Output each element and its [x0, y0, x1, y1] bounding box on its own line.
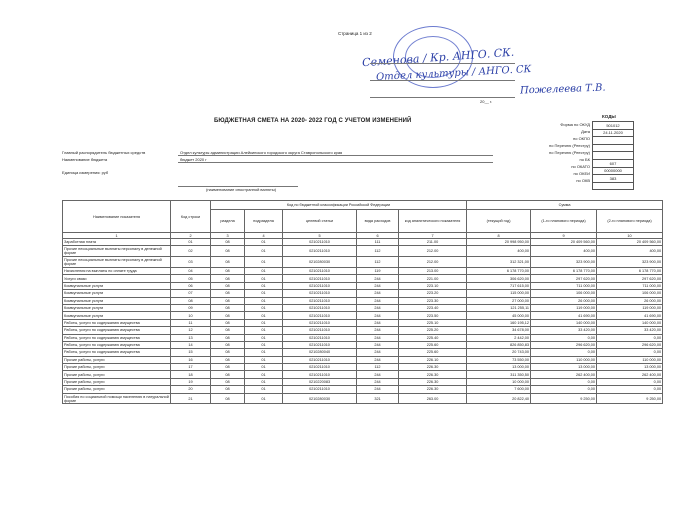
row-code: 04 — [171, 267, 211, 274]
row-name: Прочие несоциальные выплаты персоналу в денежной форме — [63, 246, 171, 257]
row-subsection: 01 — [245, 327, 283, 334]
row-expense-type: 244 — [357, 304, 399, 311]
row-plan-1: 296 620,00 — [531, 341, 597, 348]
code-value — [593, 137, 634, 145]
row-current-year: 20 743,00 — [467, 349, 531, 356]
row-plan-2: 711 000,00 — [597, 282, 663, 289]
row-section: 08 — [211, 341, 245, 348]
row-target: 0210211010 — [283, 371, 357, 378]
row-code: 03 — [171, 257, 211, 268]
row-code: 11 — [171, 319, 211, 326]
row-subsection: 01 — [245, 267, 283, 274]
row-name: Работы, услуги по содержанию имущества — [63, 334, 171, 341]
row-subsection: 01 — [245, 319, 283, 326]
table-row — [63, 356, 663, 363]
row-plan-2: 262 400,00 — [597, 371, 663, 378]
row-target: 0210211010 — [283, 312, 357, 319]
row-plan-1: 0,00 — [531, 386, 597, 393]
row-code: 17 — [171, 364, 211, 371]
code-label: по Перечню (Реестру) — [549, 143, 590, 148]
col-number: 7 — [399, 233, 467, 239]
row-expense-type: 112 — [357, 257, 399, 268]
row-subsection: 01 — [245, 386, 283, 393]
row-code: 15 — [171, 349, 211, 356]
row-analytic: 225.20 — [399, 327, 467, 334]
row-plan-1: 33 420,00 — [531, 327, 597, 334]
row-subsection: 01 — [245, 371, 283, 378]
row-plan-1: 0,00 — [531, 378, 597, 385]
year-mark: 20__ г. — [480, 99, 493, 104]
row-section: 08 — [211, 257, 245, 268]
row-current-year: 115 000,00 — [467, 290, 531, 297]
label-main-manager: Главный распорядитель бюджетных средств — [62, 150, 146, 155]
row-analytic: 212.00 — [399, 257, 467, 268]
row-analytic: 226.30 — [399, 386, 467, 393]
code-value: 00000000 — [593, 167, 634, 175]
row-plan-1: 9 250,00 — [531, 393, 597, 404]
row-section: 08 — [211, 275, 245, 282]
row-section: 08 — [211, 393, 245, 404]
row-target: 0210280040 — [283, 349, 357, 356]
row-target: 0210211010 — [283, 364, 357, 371]
table-row — [63, 304, 663, 311]
row-subsection: 01 — [245, 341, 283, 348]
row-plan-1: 400,00 — [531, 246, 597, 257]
row-current-year: 73 550,00 — [467, 356, 531, 363]
table-row — [63, 267, 663, 274]
row-plan-2: 13 000,00 — [597, 364, 663, 371]
row-subsection: 01 — [245, 304, 283, 311]
row-current-year: 27 000,00 — [467, 297, 531, 304]
row-current-year: 10 000,00 — [467, 378, 531, 385]
row-expense-type: 244 — [357, 371, 399, 378]
code-value — [593, 152, 634, 160]
row-target: 0210211010 — [283, 356, 357, 363]
row-expense-type: 244 — [357, 319, 399, 326]
row-plan-2: 20 409 560,00 — [597, 239, 663, 246]
row-subsection: 01 — [245, 275, 283, 282]
row-subsection: 01 — [245, 246, 283, 257]
row-current-year: 121 255,11 — [467, 304, 531, 311]
row-plan-1: 711 000,00 — [531, 282, 597, 289]
row-plan-1: 13 000,00 — [531, 364, 597, 371]
code-value — [593, 144, 634, 152]
row-target: 0210211010 — [283, 275, 357, 282]
row-analytic: 225.60 — [399, 349, 467, 356]
row-analytic: 213.00 — [399, 267, 467, 274]
row-subsection: 01 — [245, 239, 283, 246]
table-row — [63, 239, 663, 246]
row-section: 08 — [211, 327, 245, 334]
table-row — [63, 319, 663, 326]
row-section: 08 — [211, 239, 245, 246]
row-plan-1: 6 178 770,00 — [531, 267, 597, 274]
table-row — [63, 341, 663, 348]
row-name: Работы, услуги по содержанию имущества — [63, 341, 171, 348]
row-plan-2: 119 000,00 — [597, 304, 663, 311]
row-section: 08 — [211, 334, 245, 341]
sign-line-3 — [370, 97, 515, 98]
row-current-year: 2 442,00 — [467, 334, 531, 341]
row-code: 10 — [171, 312, 211, 319]
budget-table — [62, 200, 663, 404]
col-number: 3 — [211, 233, 245, 239]
row-plan-1: 110 000,00 — [531, 356, 597, 363]
row-code: 13 — [171, 334, 211, 341]
row-analytic: 226.30 — [399, 371, 467, 378]
signature-3: Пожелеева Т.В. — [519, 82, 606, 97]
row-code: 09 — [171, 304, 211, 311]
row-current-year: 160 195,12 — [467, 319, 531, 326]
code-label: по ОКПО — [573, 136, 590, 141]
col-number: 1 — [63, 233, 171, 239]
header-expense-type: вида расходов — [357, 210, 399, 233]
code-label: Форма по ОКУД — [560, 122, 590, 127]
row-plan-2: 0,00 — [597, 349, 663, 356]
header-name: Наименование показателя — [63, 201, 171, 233]
row-expense-type: 244 — [357, 341, 399, 348]
row-plan-2: 26 000,00 — [597, 297, 663, 304]
code-label: Дата — [581, 129, 590, 134]
row-subsection: 01 — [245, 282, 283, 289]
row-plan-1: 26 000,00 — [531, 297, 597, 304]
row-analytic: 263.00 — [399, 393, 467, 404]
row-name: Прочие работы, услуги — [63, 364, 171, 371]
row-code: 02 — [171, 246, 211, 257]
row-plan-1: 0,00 — [531, 349, 597, 356]
currency-note: (наименование иностранной валюты) — [206, 187, 277, 192]
row-expense-type: 244 — [357, 349, 399, 356]
header-section: раздела — [211, 210, 245, 233]
code-label: по Перечню (Реестру) — [549, 150, 590, 155]
row-analytic: 225.40 — [399, 334, 467, 341]
col-number: 2 — [171, 233, 211, 239]
row-plan-2: 6 178 770,00 — [597, 267, 663, 274]
table-row — [63, 371, 663, 378]
label-budget-name: Наименование бюджета — [62, 157, 108, 162]
row-expense-type: 244 — [357, 386, 399, 393]
row-name: Прочие работы, услуги — [63, 371, 171, 378]
row-section: 08 — [211, 371, 245, 378]
row-subsection: 01 — [245, 334, 283, 341]
row-name: Прочие работы, услуги — [63, 356, 171, 363]
header-plan-2: (2-го планового периода) — [597, 210, 663, 233]
row-current-year: 312 321,00 — [467, 257, 531, 268]
row-plan-2: 0,00 — [597, 334, 663, 341]
row-plan-2: 9 250,00 — [597, 393, 663, 404]
row-plan-2: 296 620,00 — [597, 341, 663, 348]
row-expense-type: 244 — [357, 378, 399, 385]
row-analytic: 212.00 — [399, 246, 467, 257]
row-analytic: 223.50 — [399, 312, 467, 319]
row-plan-2: 0,00 — [597, 386, 663, 393]
row-expense-type: 244 — [357, 290, 399, 297]
row-expense-type: 112 — [357, 246, 399, 257]
row-name: Прочие работы, услуги — [63, 386, 171, 393]
signature-2: Отдел культуры / АНГО. СК — [375, 63, 532, 84]
row-name: Работы, услуги по содержанию имущества — [63, 349, 171, 356]
row-target: 0210211010 — [283, 267, 357, 274]
row-current-year: 6 178 770,00 — [467, 267, 531, 274]
row-plan-2: 106 000,00 — [597, 290, 663, 297]
row-analytic: 223.30 — [399, 297, 467, 304]
row-section: 08 — [211, 319, 245, 326]
row-section: 08 — [211, 312, 245, 319]
col-number: 6 — [357, 233, 399, 239]
table-row — [63, 297, 663, 304]
row-plan-1: 262 400,00 — [531, 371, 597, 378]
row-expense-type: 244 — [357, 356, 399, 363]
row-target: 0210211010 — [283, 304, 357, 311]
table-row — [63, 282, 663, 289]
row-expense-type: 244 — [357, 282, 399, 289]
row-section: 08 — [211, 267, 245, 274]
row-section: 08 — [211, 356, 245, 363]
row-name: Коммунальные услуги — [63, 290, 171, 297]
col-number: 8 — [467, 233, 531, 239]
row-current-year: 717 615,00 — [467, 282, 531, 289]
row-plan-1: 0,00 — [531, 334, 597, 341]
row-expense-type: 112 — [357, 364, 399, 371]
row-current-year: 20 822,40 — [467, 393, 531, 404]
code-value: 383 — [593, 175, 634, 183]
row-current-year: 400,00 — [467, 246, 531, 257]
row-target: 0210211010 — [283, 290, 357, 297]
row-name: Услуги связи — [63, 275, 171, 282]
header-sum: Сумма — [467, 201, 663, 210]
sign-line-2 — [370, 80, 515, 81]
row-analytic: 223.40 — [399, 304, 467, 311]
code-label: по БК — [579, 157, 590, 162]
row-current-year: 45 000,00 — [467, 312, 531, 319]
row-code: 08 — [171, 297, 211, 304]
code-value: 24.11.2020 — [593, 129, 634, 137]
row-plan-1: 41 690,00 — [531, 312, 597, 319]
row-current-year: 7 600,00 — [467, 386, 531, 393]
row-analytic: 211.00 — [399, 239, 467, 246]
row-target: 0210211010 — [283, 239, 357, 246]
row-analytic: 226.30 — [399, 364, 467, 371]
row-analytic: 226.10 — [399, 356, 467, 363]
row-plan-2: 297 620,00 — [597, 275, 663, 282]
code-label: по ОКАТО — [571, 164, 590, 169]
code-label: по ОКЕИ — [573, 171, 590, 176]
row-current-year: 20 998 950,00 — [467, 239, 531, 246]
row-section: 08 — [211, 290, 245, 297]
row-analytic: 223.20 — [399, 290, 467, 297]
row-name: Коммунальные услуги — [63, 297, 171, 304]
label-unit: Единица измерения: руб — [62, 170, 109, 175]
col-number: 10 — [597, 233, 663, 239]
table-row — [63, 246, 663, 257]
signature-1: Семенова / Кр. АНГО. СК. — [361, 45, 515, 70]
table-row — [63, 364, 663, 371]
row-name: Работы, услуги по содержанию имущества — [63, 319, 171, 326]
header-classification: Код по бюджетной классификации Российской Федерации — [211, 201, 467, 210]
row-section: 08 — [211, 297, 245, 304]
row-subsection: 01 — [245, 356, 283, 363]
row-target: 0210211010 — [283, 246, 357, 257]
row-plan-1: 119 000,00 — [531, 304, 597, 311]
row-target: 0210211010 — [283, 282, 357, 289]
row-name: Пособия по социальной помощи населению в натуральной форме — [64, 394, 169, 403]
codes-header: КОДЫ — [602, 114, 616, 119]
row-section: 08 — [211, 246, 245, 257]
row-plan-1: 106 000,00 — [531, 290, 597, 297]
row-target: 0210220083 — [283, 378, 357, 385]
row-plan-1: 297 620,00 — [531, 275, 597, 282]
table-row — [63, 393, 663, 404]
row-code: 05 — [171, 275, 211, 282]
table-row — [63, 349, 663, 356]
col-number: 5 — [283, 233, 357, 239]
row-section: 08 — [211, 282, 245, 289]
row-plan-2: 140 000,00 — [597, 319, 663, 326]
row-code: 06 — [171, 282, 211, 289]
row-expense-type: 244 — [357, 275, 399, 282]
page-counter: Страница 1 из 2 — [338, 31, 372, 36]
org-line — [178, 155, 493, 156]
budget-name: бюджет 2020 г — [180, 157, 207, 162]
row-subsection: 01 — [245, 378, 283, 385]
row-section: 08 — [211, 349, 245, 356]
row-subsection: 01 — [245, 297, 283, 304]
row-section: 08 — [211, 364, 245, 371]
codes-table — [592, 121, 634, 190]
row-current-year: 13 000,00 — [467, 364, 531, 371]
row-analytic: 225.60 — [399, 341, 467, 348]
row-name: Заработная плата — [63, 239, 171, 246]
header-current-year: (текущий год) — [467, 210, 531, 233]
row-name: Коммунальные услуги — [63, 282, 171, 289]
row-code: 07 — [171, 290, 211, 297]
row-plan-1: 323 900,00 — [531, 257, 597, 268]
row-expense-type: 244 — [357, 327, 399, 334]
row-name: Прочие работы, услуги — [63, 378, 171, 385]
row-name: Коммунальные услуги — [63, 304, 171, 311]
row-current-year: 34 678,00 — [467, 327, 531, 334]
row-target: 0210211010 — [283, 319, 357, 326]
code-value — [593, 182, 634, 190]
row-subsection: 01 — [245, 349, 283, 356]
row-expense-type: 244 — [357, 334, 399, 341]
row-target: 0210280030 — [283, 393, 357, 404]
row-code: 16 — [171, 356, 211, 363]
row-plan-2: 400,00 — [597, 246, 663, 257]
row-subsection: 01 — [245, 393, 283, 404]
row-section: 08 — [211, 304, 245, 311]
row-target: 0210211010 — [283, 341, 357, 348]
row-current-year: 311 350,50 — [467, 371, 531, 378]
table-row — [63, 257, 663, 268]
row-current-year: 306 620,00 — [467, 275, 531, 282]
row-name: Начисления на выплаты по оплате труда — [63, 267, 171, 274]
row-section: 08 — [211, 386, 245, 393]
row-expense-type: 119 — [357, 267, 399, 274]
code-label: по ОКВ — [576, 178, 590, 183]
row-plan-1: 140 000,00 — [531, 319, 597, 326]
row-section: 08 — [211, 378, 245, 385]
row-target: 0210211010 — [283, 297, 357, 304]
header-target: целевой статьи — [283, 210, 357, 233]
table-row — [63, 327, 663, 334]
code-value: 607 — [593, 159, 634, 167]
row-target: 0210211010 — [283, 327, 357, 334]
row-target: 0210211010 — [283, 334, 357, 341]
header-plan-1: (1-го планового периода) — [531, 210, 597, 233]
row-plan-1: 20 409 560,00 — [531, 239, 597, 246]
header-analytic: код аналитического показателя — [399, 210, 467, 233]
row-plan-2: 33 420,00 — [597, 327, 663, 334]
row-subsection: 01 — [245, 257, 283, 268]
row-name: Прочие несоциальные выплаты персоналу в денежной форме — [63, 257, 171, 268]
sign-line-1 — [370, 63, 515, 64]
row-analytic: 223.10 — [399, 282, 467, 289]
row-analytic: 226.30 — [399, 378, 467, 385]
row-subsection: 01 — [245, 312, 283, 319]
document-title: БЮДЖЕТНАЯ СМЕТА НА 2020- 2022 ГОД С УЧЕТОМ ИЗМЕНЕНИЙ — [214, 118, 412, 124]
row-plan-2: 323 900,00 — [597, 257, 663, 268]
header-code: Код строки — [171, 201, 211, 233]
row-expense-type: 244 — [357, 297, 399, 304]
table-row — [63, 275, 663, 282]
row-expense-type: 244 — [357, 312, 399, 319]
row-code: 14 — [171, 341, 211, 348]
row-current-year: 826 850,83 — [467, 341, 531, 348]
table-row — [63, 334, 663, 341]
row-code: 20 — [171, 386, 211, 393]
row-plan-2: 0,00 — [597, 378, 663, 385]
table-row — [63, 378, 663, 385]
row-expense-type: 321 — [357, 393, 399, 404]
row-name: Коммунальные услуги — [63, 312, 171, 319]
table-row — [63, 290, 663, 297]
org-name: Отдел культуры администрации Алейкинского городского округа Ставропольского края — [180, 150, 343, 155]
row-name: Работы, услуги по содержанию имущества — [63, 327, 171, 334]
row-code: 12 — [171, 327, 211, 334]
row-code: 19 — [171, 378, 211, 385]
row-target: 0210280030 — [283, 257, 357, 268]
row-plan-2: 41 690,00 — [597, 312, 663, 319]
row-subsection: 01 — [245, 290, 283, 297]
budget-line — [178, 162, 493, 163]
row-subsection: 01 — [245, 364, 283, 371]
col-number: 9 — [531, 233, 597, 239]
row-analytic: 225.10 — [399, 319, 467, 326]
table-row — [63, 386, 663, 393]
row-analytic: 221.00 — [399, 275, 467, 282]
row-plan-2: 110 000,00 — [597, 356, 663, 363]
header-subsection: подраздела — [245, 210, 283, 233]
code-value: 501012 — [593, 122, 634, 130]
row-code: 01 — [171, 239, 211, 246]
table-row — [63, 312, 663, 319]
row-code: 18 — [171, 371, 211, 378]
row-target: 0210211010 — [283, 386, 357, 393]
col-number: 4 — [245, 233, 283, 239]
row-code: 21 — [171, 393, 211, 404]
row-expense-type: 111 — [357, 239, 399, 246]
